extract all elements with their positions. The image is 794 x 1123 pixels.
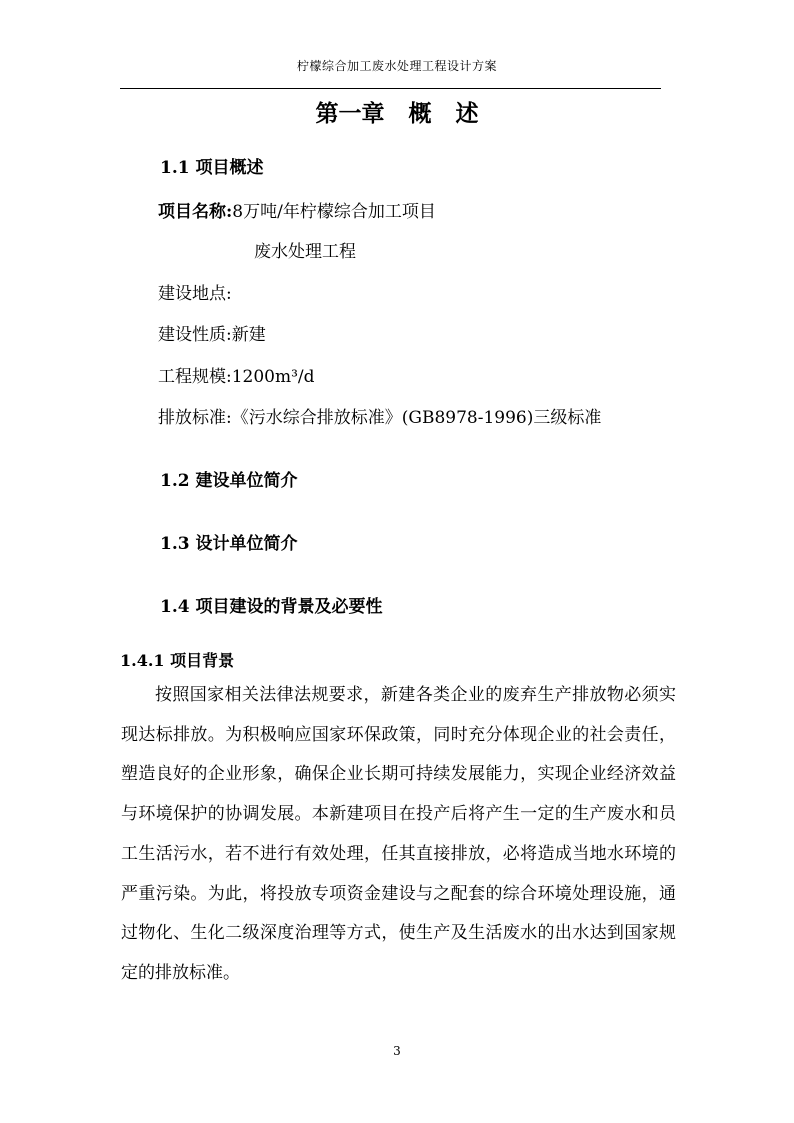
header-rule (120, 88, 661, 89)
scale-label: 工程规模: (158, 367, 232, 387)
project-name-value-cont: 废水处理工程 (254, 242, 356, 262)
standard-row (158, 403, 601, 428)
running-header: 柠檬综合加工废水处理工程设计方案 (296, 59, 497, 73)
section-heading-1-2: 1.2 建设单位简介 (160, 471, 298, 491)
project-name-value: 8万吨/年柠檬综合加工项目 (232, 202, 436, 222)
subsection-heading-1-4-1: 1.4.1 项目背景 (120, 651, 235, 670)
standard-value: 《污水综合排放标准》(GB8978-1996)三级标准 (231, 408, 602, 428)
background-paragraph: 按照国家相关法律法规要求，新建各类企业的废弃生产排放物必须实现达标排放。为积极响应国家环保政策，同时充分体现企业的社会责任，塑造良好的企业形象，确保企业长期可持续发展能力，实现企业经济效益与环境保护的协调发展。本新建项目在投产后将产生一定的生产废水和员工生活污水，若不进行有效处理，任其直接排放，必将造成当地水环境的严重污染。为此，将投放专项资金建设与之配套的综合环境处理设施，通过物化、生化二级深度治理等方式，使生产及生活废水的出水达到国家规定的排放标准。 (121, 685, 676, 983)
scale-row (158, 362, 315, 387)
location-row (158, 279, 232, 304)
standard-label: 排放标准: (158, 408, 232, 428)
section-heading-1-3: 1.3 设计单位简介 (160, 534, 298, 554)
scale-value: 1200m³/d (231, 367, 315, 387)
nature-label: 建设性质: (158, 325, 232, 345)
nature-row (158, 320, 266, 345)
location-label: 建设地点: (158, 284, 232, 304)
chapter-title: 第一章 概 述 (315, 100, 479, 127)
project-name-row (158, 197, 436, 222)
nature-value: 新建 (231, 325, 266, 345)
section-heading-1-4: 1.4 项目建设的背景及必要性 (160, 597, 383, 617)
section-heading-1-1: 1.1 项目概述 (160, 158, 264, 178)
page-number: 3 (393, 1044, 401, 1058)
project-name-label: 项目名称: (158, 202, 233, 222)
